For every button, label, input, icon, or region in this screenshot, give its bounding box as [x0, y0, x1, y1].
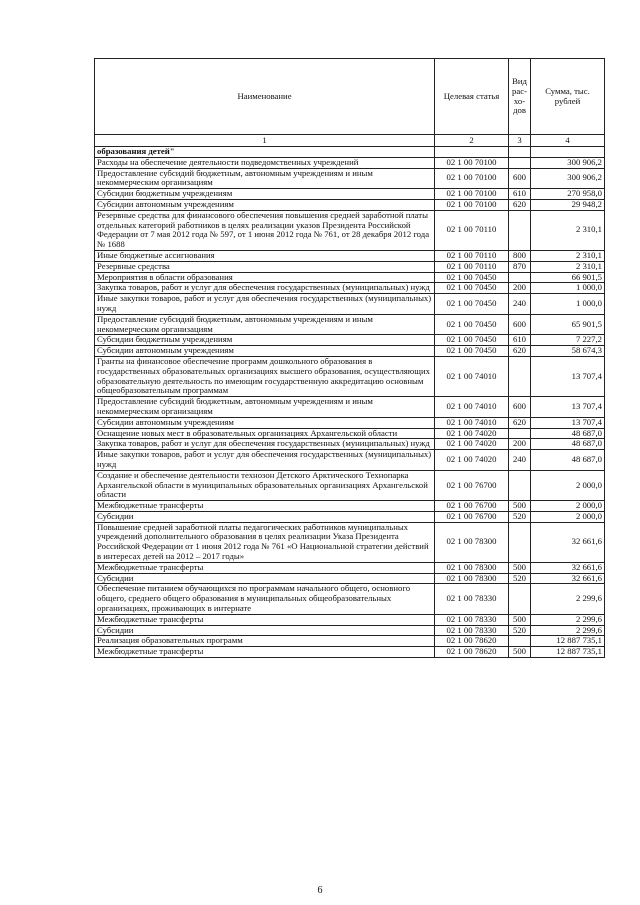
- row-target-article-cell: 02 1 00 78300: [435, 522, 509, 562]
- table-row: [95, 417, 605, 428]
- row-name-cell: Межбюджетные трансферты: [95, 614, 435, 625]
- row-target-article-cell: 02 1 00 74020: [435, 428, 509, 439]
- row-name-cell: Субсидии: [95, 625, 435, 636]
- column-number: 4: [531, 135, 605, 147]
- row-target-article-cell: 02 1 00 70450: [435, 335, 509, 346]
- row-expense-type-cell: 500: [509, 501, 531, 512]
- row-sum-cell: 29 948,2: [531, 199, 605, 210]
- row-expense-type-cell: 240: [509, 294, 531, 315]
- row-expense-type-cell: 520: [509, 625, 531, 636]
- row-sum-cell: 2 310,1: [531, 250, 605, 261]
- row-name-cell: Межбюджетные трансферты: [95, 501, 435, 512]
- row-sum-cell: 65 901,5: [531, 314, 605, 335]
- row-expense-type-cell: 600: [509, 397, 531, 418]
- row-sum-cell: 48 687,0: [531, 450, 605, 471]
- table-row: [95, 261, 605, 272]
- row-name-cell: Субсидии бюджетным учреждениям: [95, 335, 435, 346]
- row-sum-cell: 48 687,0: [531, 439, 605, 450]
- row-target-article-cell: 02 1 00 70100: [435, 189, 509, 200]
- table-row: [95, 147, 605, 158]
- row-target-article-cell: 02 1 00 70450: [435, 346, 509, 357]
- row-sum-cell: 300 906,2: [531, 168, 605, 189]
- row-target-article-cell: 02 1 00 70450: [435, 294, 509, 315]
- row-name-cell: Закупка товаров, работ и услуг для обеспечения государственных (муниципальных) нужд: [95, 439, 435, 450]
- row-name-cell: Иные бюджетные ассигнования: [95, 250, 435, 261]
- row-target-article-cell: 02 1 00 70110: [435, 250, 509, 261]
- row-expense-type-cell: [509, 584, 531, 614]
- row-target-article-cell: 02 1 00 70110: [435, 261, 509, 272]
- row-expense-type-cell: 200: [509, 439, 531, 450]
- row-expense-type-cell: [509, 272, 531, 283]
- row-sum-cell: 2 299,6: [531, 614, 605, 625]
- row-target-article-cell: 02 1 00 70450: [435, 272, 509, 283]
- row-name-cell: Предоставление субсидий бюджетным, автономным учреждениям и иным некоммерческим организациям: [95, 397, 435, 418]
- row-name-cell: Предоставление субсидий бюджетным, автономным учреждениям и иным некоммерческим организациям: [95, 314, 435, 335]
- table-row: [95, 625, 605, 636]
- table-row: [95, 511, 605, 522]
- row-sum-cell: 270 958,0: [531, 189, 605, 200]
- row-expense-type-cell: 520: [509, 573, 531, 584]
- row-sum-cell: 2 310,1: [531, 210, 605, 250]
- row-expense-type-cell: [509, 428, 531, 439]
- row-expense-type-cell: [509, 210, 531, 250]
- row-target-article-cell: 02 1 00 70450: [435, 314, 509, 335]
- row-name-cell: Гранты на финансовое обеспечение программ дошкольного образования в государственных образовательных организациях высшего образования, осуществляющих образовательную деятельность по имеющим государственную аккредитацию основным общеобразовательным программам: [95, 356, 435, 396]
- row-target-article-cell: 02 1 00 78330: [435, 625, 509, 636]
- table-row: [95, 346, 605, 357]
- row-expense-type-cell: 520: [509, 511, 531, 522]
- row-sum-cell: 2 000,0: [531, 470, 605, 500]
- table-row: [95, 157, 605, 168]
- row-expense-type-cell: 200: [509, 283, 531, 294]
- row-name-cell: Субсидии: [95, 511, 435, 522]
- table-row: [95, 199, 605, 210]
- row-target-article-cell: 02 1 00 76700: [435, 501, 509, 512]
- table-row: [95, 397, 605, 418]
- row-sum-cell: 2 000,0: [531, 501, 605, 512]
- row-name-cell: Субсидии: [95, 573, 435, 584]
- row-expense-type-cell: 620: [509, 417, 531, 428]
- header-expense-type: Вид рас-хо-дов: [509, 59, 531, 135]
- row-expense-type-cell: 610: [509, 335, 531, 346]
- column-number-row: [95, 135, 605, 147]
- row-expense-type-cell: [509, 522, 531, 562]
- row-name-cell: Межбюджетные трансферты: [95, 647, 435, 658]
- table-row: [95, 450, 605, 471]
- row-target-article-cell: 02 1 00 78300: [435, 562, 509, 573]
- page-number: 6: [317, 885, 323, 896]
- row-target-article-cell: 02 1 00 70100: [435, 199, 509, 210]
- table-row: [95, 168, 605, 189]
- row-target-article-cell: 02 1 00 74020: [435, 450, 509, 471]
- row-sum-cell: 66 901,5: [531, 272, 605, 283]
- row-name-cell: Субсидии автономным учреждениям: [95, 417, 435, 428]
- row-target-article-cell: 02 1 00 74010: [435, 356, 509, 396]
- row-target-article-cell: 02 1 00 70110: [435, 210, 509, 250]
- row-target-article-cell: 02 1 00 74010: [435, 397, 509, 418]
- header-row: [95, 59, 605, 135]
- table-row: [95, 573, 605, 584]
- row-sum-cell: 7 227,2: [531, 335, 605, 346]
- row-target-article-cell: 02 1 00 70450: [435, 283, 509, 294]
- row-expense-type-cell: 240: [509, 450, 531, 471]
- row-sum-cell: 2 310,1: [531, 261, 605, 272]
- row-sum-cell: 2 299,6: [531, 584, 605, 614]
- row-name-cell: Обеспечение питанием обучающихся по программам начального общего, основного общего, среднего общего образования в муниципальных общеобразовательных организациях, проживающих в интернате: [95, 584, 435, 614]
- table-row: [95, 636, 605, 647]
- row-expense-type-cell: [509, 470, 531, 500]
- row-expense-type-cell: 610: [509, 189, 531, 200]
- row-sum-cell: 32 661,6: [531, 573, 605, 584]
- row-sum-cell: 48 687,0: [531, 428, 605, 439]
- row-sum-cell: [531, 147, 605, 158]
- column-number: 1: [95, 135, 435, 147]
- row-name-cell: Субсидии автономным учреждениям: [95, 199, 435, 210]
- row-name-cell: Иные закупки товаров, работ и услуг для обеспечения государственных (муниципальных) нужд: [95, 294, 435, 315]
- row-sum-cell: 13 707,4: [531, 397, 605, 418]
- row-target-article-cell: 02 1 00 78620: [435, 636, 509, 647]
- header-sum: Сумма, тыс. рублей: [531, 59, 605, 135]
- table-row: [95, 439, 605, 450]
- header-name: Наименование: [95, 59, 435, 135]
- row-expense-type-cell: 500: [509, 562, 531, 573]
- row-sum-cell: 2 000,0: [531, 511, 605, 522]
- row-sum-cell: 32 661,6: [531, 562, 605, 573]
- row-name-cell: Закупка товаров, работ и услуг для обеспечения государственных (муниципальных) нужд: [95, 283, 435, 294]
- table-row: [95, 356, 605, 396]
- row-name-cell: Резервные средства для финансового обеспечения повышения средней заработной платы отдельных категорий работников в целях реализации указов Президента Российской Федерации от 7 мая 2012 года № 597, от 1 июня 2012 года № 761, от 28 декабря 2012 года № 1688: [95, 210, 435, 250]
- row-target-article-cell: 02 1 00 78300: [435, 573, 509, 584]
- row-sum-cell: 13 707,4: [531, 356, 605, 396]
- table-row: [95, 294, 605, 315]
- table-body: [95, 147, 605, 658]
- row-expense-type-cell: 620: [509, 346, 531, 357]
- budget-document: [94, 58, 604, 658]
- table-row: [95, 501, 605, 512]
- row-target-article-cell: 02 1 00 76700: [435, 511, 509, 522]
- row-name-cell: Иные закупки товаров, работ и услуг для обеспечения государственных (муниципальных) нужд: [95, 450, 435, 471]
- row-target-article-cell: [435, 147, 509, 158]
- table-row: [95, 428, 605, 439]
- table-row: [95, 272, 605, 283]
- table-row: [95, 522, 605, 562]
- row-sum-cell: 2 299,6: [531, 625, 605, 636]
- row-name-cell: образования детей": [95, 147, 435, 158]
- row-target-article-cell: 02 1 00 76700: [435, 470, 509, 500]
- row-sum-cell: 12 887 735,1: [531, 636, 605, 647]
- row-name-cell: Создание и обеспечение деятельности технозон Детского Арктического Технопарка Архангельской области в муниципальных образовательных организациях Архангельской области: [95, 470, 435, 500]
- header-target-article: Целевая статья: [435, 59, 509, 135]
- row-expense-type-cell: [509, 147, 531, 158]
- table-row: [95, 283, 605, 294]
- row-sum-cell: 1 000,0: [531, 294, 605, 315]
- row-expense-type-cell: 600: [509, 168, 531, 189]
- table-row: [95, 250, 605, 261]
- budget-table: [94, 58, 605, 658]
- row-sum-cell: 12 887 735,1: [531, 647, 605, 658]
- row-sum-cell: 32 661,6: [531, 522, 605, 562]
- row-target-article-cell: 02 1 00 78330: [435, 614, 509, 625]
- row-expense-type-cell: 500: [509, 647, 531, 658]
- row-expense-type-cell: 600: [509, 314, 531, 335]
- table-row: [95, 210, 605, 250]
- row-sum-cell: 300 906,2: [531, 157, 605, 168]
- row-name-cell: Предоставление субсидий бюджетным, автономным учреждениям и иным некоммерческим организациям: [95, 168, 435, 189]
- row-expense-type-cell: 500: [509, 614, 531, 625]
- row-sum-cell: 1 000,0: [531, 283, 605, 294]
- row-name-cell: Повышение средней заработной платы педагогических работников муниципальных учреждений дополнительного образования в целях реализации Указа Президента Российской Федерации от 1 июня 2012 года № 761 «О Национальной стратегии действий в интересах детей на 2012 – 2017 годы»: [95, 522, 435, 562]
- table-row: [95, 614, 605, 625]
- column-number: 3: [509, 135, 531, 147]
- table-row: [95, 584, 605, 614]
- table-row: [95, 470, 605, 500]
- row-name-cell: Резервные средства: [95, 261, 435, 272]
- row-name-cell: Межбюджетные трансферты: [95, 562, 435, 573]
- row-target-article-cell: 02 1 00 70100: [435, 168, 509, 189]
- row-expense-type-cell: [509, 356, 531, 396]
- row-name-cell: Оснащение новых мест в образовательных организациях Архангельской области: [95, 428, 435, 439]
- row-target-article-cell: 02 1 00 74020: [435, 439, 509, 450]
- table-row: [95, 335, 605, 346]
- row-expense-type-cell: [509, 157, 531, 168]
- row-name-cell: Расходы на обеспечение деятельности подведомственных учреждений: [95, 157, 435, 168]
- row-name-cell: Субсидии бюджетным учреждениям: [95, 189, 435, 200]
- table-row: [95, 314, 605, 335]
- row-sum-cell: 13 707,4: [531, 417, 605, 428]
- row-target-article-cell: 02 1 00 78330: [435, 584, 509, 614]
- row-name-cell: Мероприятия в области образования: [95, 272, 435, 283]
- row-target-article-cell: 02 1 00 74010: [435, 417, 509, 428]
- column-number: 2: [435, 135, 509, 147]
- table-row: [95, 562, 605, 573]
- row-expense-type-cell: [509, 636, 531, 647]
- row-expense-type-cell: 870: [509, 261, 531, 272]
- row-expense-type-cell: 800: [509, 250, 531, 261]
- row-sum-cell: 58 674,3: [531, 346, 605, 357]
- table-row: [95, 647, 605, 658]
- table-row: [95, 189, 605, 200]
- row-target-article-cell: 02 1 00 70100: [435, 157, 509, 168]
- row-name-cell: Реализация образовательных программ: [95, 636, 435, 647]
- row-name-cell: Субсидии автономным учреждениям: [95, 346, 435, 357]
- row-expense-type-cell: 620: [509, 199, 531, 210]
- row-target-article-cell: 02 1 00 78620: [435, 647, 509, 658]
